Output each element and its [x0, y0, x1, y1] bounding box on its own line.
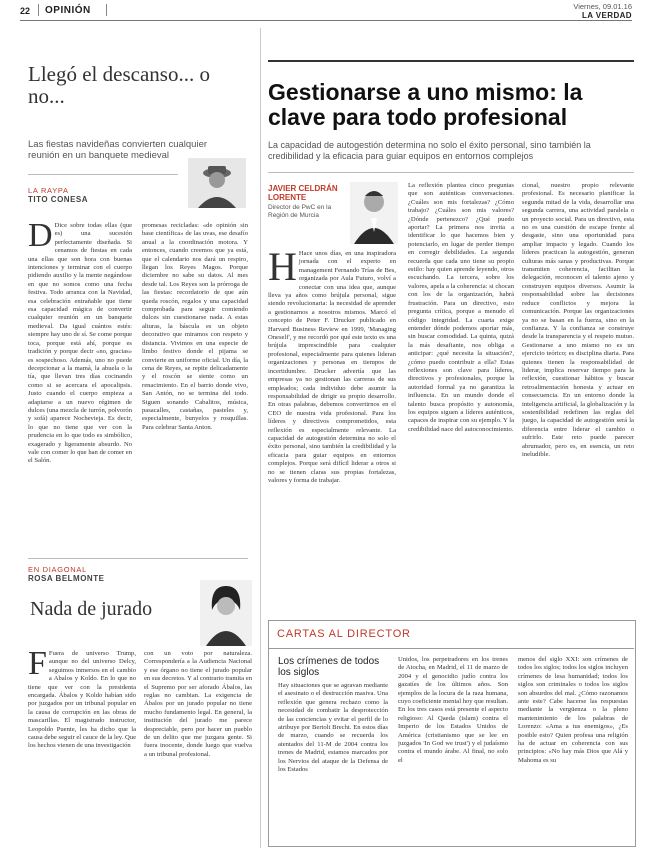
- column-separator: [260, 28, 261, 848]
- article-author-role: Director de PwC en la Región de Murcia: [268, 204, 332, 219]
- date-block: [573, 2, 632, 20]
- letter-body-col2: Unidos, los perpetradores en los trenes de Atocha, en Madrid, el 11 de marzo de 2004 y el genocidio judío contra los gazatíes de los últimos años. Son ejemplos de la locura de la raza humana, cuyo coeficiente mental hoy que resultan. En los tres casos está presente el aspecto religioso: Al Qaeda (islam) contra el Imperio de los Estados Unidos de América (cristianismo que se lee en juzgados 'In God we trust') y el judaísmo contra el mundo árabe. Al final, no solo el: [398, 656, 508, 764]
- author-photo: [350, 182, 398, 244]
- body-text: Hace unos días, en una inspiradora jornada con el experto en management Fernando Trías de Bes, organizada por Aula Futuro, volví a conectar con una idea que, aunque lleva ya años como brújula personal, sigue siendo revolucionaria: la necesidad de aprender a gestionarnos a nosotros mismos. Marcó el concepto de Peter F. Drucker publicado en Harvard Business Review en 1999, 'Managing Oneself', y me recordó por qué este texto es una brújula imprescindible para cualquier profesional, especialmente para quienes lideran organizaciones y personas en tiempos de incertidumbre. Drucker advertía que las empresas ya no gestionan las carreras de sus empleados; cada individuo debe asumir la responsabilidad de dirigir su propio desarrollo. En otras palabras, debemos convertirnos en el CEO de nuestra vida profesional. Para los líderes y directivos comprometidos, esta reflexión es especialmente relevante. La capacidad de autogestión determina no solo el éxito personal, sino también la credibilidad y la eficacia para guiar equipos en entornos complejos. Porque será difícil liderar a otros si no se tienen claras sus propias fortalezas, valores y forma de trabajar.: [268, 250, 396, 484]
- column-body-col2: con un voto por naturaleza. Correspondería a la Audiencia Nacional y ese órgano no tiene el jurado popular en sus decretos. Y al contrario tramita en el Supremo por ser aforado Ábalos, las reglas no cambian. La exigencia de Ábalos por un jurado popular no tiene mucho fundamento legal. En general, la institución del jurado me parece despreciable, pero por hacer un pueblo de un delito que me juzgara gente. Si fuera inocente, donde luego que vuelva a un tribunal profesional.: [144, 650, 252, 758]
- author-name: TITO CONESA: [28, 195, 89, 204]
- body-text: Fuera de universo Trump, aunque no del universo Delcy, seguimos inmersos en el cambio a Abalos y Koldo. En lo que no tiene que ver con la presidenta encargada. Ábalos y Koldo habían sido por juzgados por un tribunal popular en la causa de corrupción en las obras de mascarillas. El magistrado instructor, Leopoldo Puente, les ha dicho que la causa debe seguir el cauce de la ley. Que los hechos vienen de una investigación: [28, 650, 136, 750]
- author-name: ROSA BELMONTE: [28, 574, 105, 583]
- header-divider: [106, 4, 107, 16]
- author-photo: [188, 158, 246, 208]
- column-body-col1: [28, 650, 136, 846]
- article-headline: Gestionarse a uno mismo: la clave para todo profesional: [268, 79, 583, 130]
- letter-title: Los crímenes de todos los siglos: [278, 656, 380, 678]
- letter-body-col1: Hay situaciones que se agravan mediante el asesinato o el destrucción masiva. Una reflexión que genera rechazo como la necesidad de combatir la desprotección de las conciencias y evitar el perfil de lo atribuye por Bertolt Brecht. En estos días de marzo, cuando se recuerda los atentados del 11-M de 2004 contra los trenes de Madrid, estamos marcados por los Nervios del ataque de la Defensa de los Estados: [278, 682, 388, 774]
- column-headline: Nada de jurado: [30, 598, 153, 620]
- body-text: Dice sobre todas ellas (que es) una sucesión perfectamente diseñada. Si cenamos de fiestas en cada una ellas que son hora con buenas intenciones y terminar con el cuerpo pidiendo auxilio y la mente negándose en que no somos como una fecha festiva. Todo arranca con la Navidad, esa celebración entrañable que tiene esa capacidad mágica de convertir cualquier reunión en un banquete medieval. Da igual cuántos estés: siempre hay uno de sí. Se come porque toca, porque está ahí, porque es tradición y porque decir «no, gracias» es sospechoso. Además, uno no puede decepcionar a la mamá, la abuela o la tía, que llevan tres días cocinando como si se acercara el apocalipsis. Justo cuando el cuerpo empieza a adaptarse a un nuevo régimen de dulces (una mezcla de turrón, polvorón y sofá) aparece Nochevieja. Es decir, lo que no tiene que ver con la prudencia en lo que todo es simbólico, exagerado y ligeramente absurdo. No vale con comer lo que han de comer en el Salón.: [28, 222, 132, 465]
- letters-rule: [268, 648, 634, 649]
- author-photo-graphic: [350, 182, 398, 244]
- article-subhead: La capacidad de autogestión determina no solo el éxito personal, sino también la credibilidad y la eficacia para guiar equipos en entornos complejos: [268, 140, 591, 161]
- opinion-subhead: Las fiestas navideñas convierten cualquier reunión en un banquete medieval: [28, 139, 208, 161]
- subhead-rule: [268, 172, 634, 173]
- header-divider: [38, 4, 39, 16]
- author-photo-graphic: [188, 158, 246, 208]
- article-author: JAVIER CELDRÁN LORENTE: [268, 184, 338, 202]
- opinion-body-col1: [28, 222, 132, 552]
- article-body-col2: La reflexión plantea cinco preguntas que son auténticas conversaciones. ¿Cuáles son mis fortalezas? ¿Cómo trabajo? ¿Cuáles son mis valores? ¿Dónde pertenezco? ¿Qué puedo aportar? La primera nos invita a identificar lo que hacemos bien y potenciarlo, en lugar de perder tiempo en corregir debilidades. La segunda recuerda que cada uno tiene su propio estilo: hay quien aprende leyendo, otros escuchando. La tercera, sobre los valores, apela a la coherencia: si chocan con los de la organización, habrá frustración. Para un directivo, esto pregunta crítica, porque a menudo el código integridad. La cuarta exige entender dónde podemos aportar más, sin buscar comodidad. La quinta, quizá la más desafiante, nos obliga a anticipar: ¿qué necesita la situación?, ¿cómo puedo contribuir a ella? Estas reflexiones son clave para líderes, directivos y profesionales, porque la autoridad formal ya no garantiza la influencia. En un mundo donde el talento busca propósito y autonomía, los equipos siguen a líderes auténticos, capaces de inspirar con su ejemplo. Y la credibilidad nace del autoconocimiento.: [408, 182, 514, 433]
- article-top-rule: [268, 60, 634, 62]
- author-photo-graphic: [200, 580, 252, 646]
- section-name: OPINIÓN: [45, 5, 91, 16]
- byline-rule: [28, 174, 178, 175]
- article-body-col1: [268, 250, 396, 600]
- opinion-body-col2: promesas recicladas: «de opinión sin base científica» de las uvas, ese desafío anual a la coordinación motora. Y entonces, cuando creemos que ya está, que el calendario nos dará un respiro, llegan los Reyes Magos. Porque diciembre no sabe su datos. Al mes desde tal. Los Reyes son la prórroga de las fiestas: recordatorio de que aún queda roscón, regalos y una capacidad comprobada para seguir comiendo dulces sin cuestionarse nada. A estas alturas, la báscula es un objeto decorativo que miramos con respeto y distancia. Vivimos en una especie de limbo festivo donde el pijama se convierte en uniforme oficial. Un día, la cena de Reyes, se repite delicadamente y el roscón se siente como un renacimiento. En el barrio donde vivo, San Antón, no se termina del todo. Siguen sonando Cabalitos, música, pasacalles, castañas, pasteles y, especialmente, bunyelos y rosquillas. Para celebrar Santa Anton.: [142, 222, 248, 431]
- letter-body-col3: menos del siglo XXI: son crímenes de todos los siglos; todos los siglos incluyen crímenes de lesa humanidad; todos los siglos son criminales o todos los siglos son absurdos del mal. ¿Cómo razonamos ante este? Cabe hacerse las respuestas mediante la vergüenza o la pleno mantenimiento de los palabras de Lorenzo: «Ama a tus enemigos», ¿Es posible esto? Quien profesa una religión ha de actuar en coherencia con sus principios: «No hay más Dios que Alá y Mahoma es su: [518, 656, 628, 764]
- section-label: LA RAYPA: [28, 186, 69, 195]
- article-body-col3: cional, nuestro propio relevante profesional. Es necesario planificar la segunda mitad de la vida, desarrollar una segunda carrera, una actividad paralela o un proyecto social. Para un directivo, esta no es una cuestión de escape frente al desgaste, sino una oportunidad para ampliar impacto y legado. Cuando los líderes practican la autogestión, generan culturas más sanas y productivas. Porque transmiten coherencia, facilitan la delegación, reconocen el talento ajeno y construyen equipos diversos. Asumir la responsabilidad sobre las decisiones reduce conflictos y mejora la comunicación. Porque las organizaciones ya no se basan en la fuerza, sino en la confianza. Y la confianza se construye desde la transparencia y el respeto mutuo. Gestionarse a uno mismo no es un ejercicio teórico; es disciplina diaria. Para quienes tienen la responsabilidad de liderar, implica reservar tiempo para la reflexión, cuestionar hábitos y buscar retroalimentación honesta y actuar en consecuencia. En un entorno donde la inteligencia artificial, la globalización y la sostenibilidad redefinen las reglas del juego, la capacidad de autogestión será la diferencia entre liderar el cambio o sufrirlo. Este reto puede parecer abrumador, pero es, en esencia, un reto ineludible.: [522, 182, 634, 458]
- section-label: EN DIAGONAL: [28, 565, 87, 574]
- section-rule: [28, 558, 248, 559]
- opinion-headline: Llegó el descanso... o no...: [28, 62, 210, 108]
- paper-name: LA VERDAD: [582, 11, 632, 20]
- drop-cap: D: [28, 222, 53, 254]
- header-rule: [20, 20, 632, 21]
- page-number: 22: [20, 6, 31, 16]
- issue-date: Viernes, 09.01.16: [573, 2, 632, 11]
- drop-cap: H: [268, 250, 297, 289]
- author-photo: [200, 580, 252, 646]
- letters-section-title: CARTAS AL DIRECTOR: [277, 628, 411, 640]
- drop-cap: F: [28, 650, 47, 682]
